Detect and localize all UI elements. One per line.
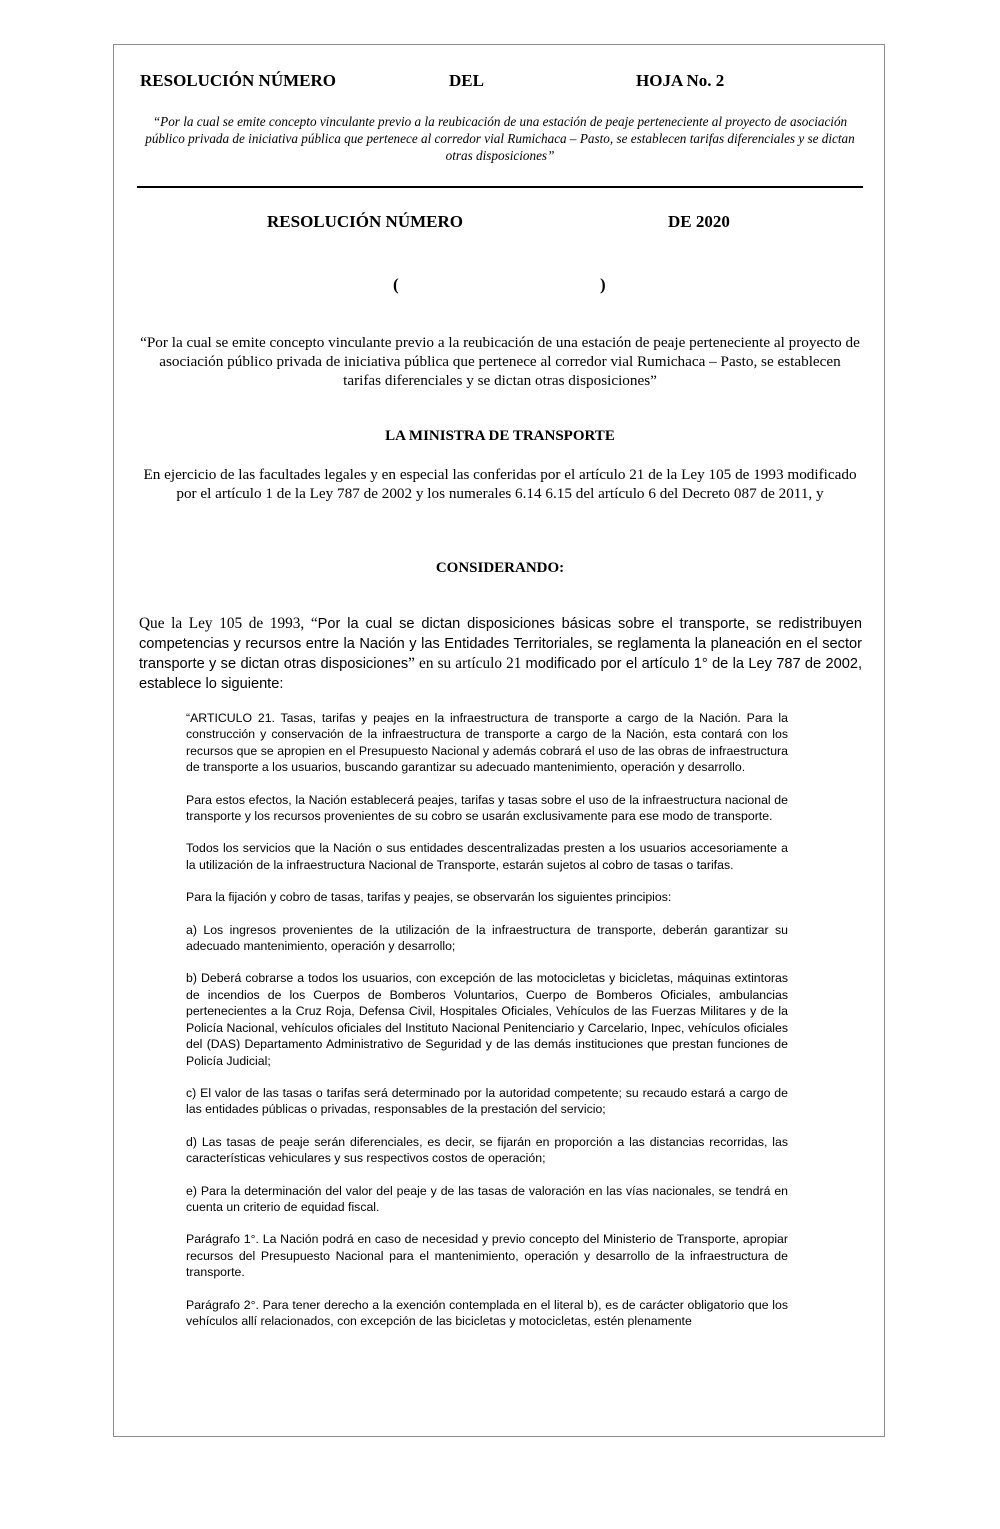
intro-law-title: Por la cual se dictan disposiciones básicas sobre el transporte, se redistribuyen competencias y recursos entre la Nación y las Entidades Territoriales, se reglamenta la planeación en el sector transporte y se dictan otras disposiciones [139,616,863,672]
quote-paragraph: Para estos efectos, la Nación establecerá peajes, tarifas y tasas sobre el uso de la infraestructura nacional de transporte y los recursos provenientes de su cobro se usarán exclusivamente para ese modo de transporte. [186,792,788,824]
intro-part-4: modificado por el artículo 1° de la Ley 787 de 2002, establece lo siguiente: [139,656,862,692]
intro-part-3: ” en su artículo 21 [408,655,526,672]
considerando-heading: CONSIDERANDO: [435,560,565,576]
quote-paragraph: c) El valor de las tasas o tarifas será determinado por la autoridad competente; su recaudo estará a cargo de las entidades públicas o privadas, responsables de la prestación del servicio; [186,1085,788,1117]
article-21-quote [186,710,788,1345]
quote-paragraph: a) Los ingresos provenientes de la utilización de la infraestructura de transporte, deberán garantizar su adecuado mantenimiento, operación y desarrollo; [186,922,788,954]
resolution-subtitle: “Por la cual se emite concepto vinculante previo a la reubicación de una estación de peaje perteneciente al proyecto de asociación público privada de iniciativa pública que pertenece al corredor vial Rumichaca – Pasto, se establecen tarifas diferenciales y se dictan otras disposiciones” [140,334,860,389]
quote-paragraph: Para la fijación y cobro de tasas, tarifas y peajes, se observarán los siguientes principios: [186,890,672,905]
header-subtitle: “Por la cual se emite concepto vinculante previo a la reubicación de una estación de peaje perteneciente al proyecto de asociación público privada de iniciativa pública que pertenece al corredor vial Rumichaca – Pasto, se establecen tarifas diferenciales y se dictan otras disposiciones” [145,114,855,163]
quote-paragraph: e) Para la determinación del valor del peaje y de las tasas de valoración en las vías nacionales, se tendrá en cuenta un criterio de equidad fiscal. [186,1183,788,1214]
header-hoja: HOJA No. 2 [636,71,725,90]
quote-paragraph: “ARTICULO 21. Tasas, tarifas y peajes en la infraestructura de transporte a cargo de la Nación. Para la construcción y conservación de la infraestructura de transporte a cargo de la Nación, esta contará con los recursos que se apropien en el Presupuesto Nacional y además cobrará el uso de las obras de infraestructura de transporte a los usuarios, buscando garantizar su adecuado mantenimiento, operación y desarrollo. [186,711,788,775]
quote-paragraph: Todos los servicios que la Nación o sus entidades descentralizadas presten a los usuarios accesoriamente a la utilización de la infraestructura Nacional de Transporte, estarán sujetos al cobro de tasas o tarifas. [186,841,788,872]
legal-basis-paragraph: En ejercicio de las facultades legales y en especial las conferidas por el artículo 21 de la Ley 105 de 1993 modificado por el artículo 1 de la Ley 787 de 2002 y los numerales 6.14 6.15 del artículo 6 del Decreto 087 de 2011, y [143,466,857,502]
paren-open: ( [393,275,399,294]
header-del: DEL [449,71,484,90]
header-resolucion-numero: RESOLUCIÓN NÚMERO [140,71,336,90]
resolution-year: DE 2020 [668,212,730,231]
header-divider [137,186,863,188]
intro-part-1: Que la Ley 105 de 1993, “ [139,615,318,632]
quote-paragraph: Parágrafo 1°. La Nación podrá en caso de necesidad y previo concepto del Ministerio de Transporte, apropiar recursos del Presupuesto Nacional para el mantenimiento, operación y desarrollo de la infraestructura de transporte. [186,1232,788,1280]
quote-paragraph: d) Las tasas de peaje serán diferenciales, es decir, se fijarán en proporción a las distancias recorridas, las características vehiculares y sus respectivos costos de operación; [186,1134,788,1166]
authority-heading: LA MINISTRA DE TRANSPORTE [385,428,615,444]
paren-close: ) [600,275,606,294]
considerando-intro [139,614,862,694]
resolution-number-title: RESOLUCIÓN NÚMERO [267,212,463,231]
quote-paragraph: Parágrafo 2°. Para tener derecho a la exención contemplada en el literal b), es de carácter obligatorio que los vehículos allí relacionados, con excepción de las bicicletas y motocicletas, estén plenamente [186,1297,788,1328]
quote-paragraph: b) Deberá cobrarse a todos los usuarios, con excepción de las motocicletas y bicicletas, máquinas extintoras de incendios de los Cuerpos de Bomberos Voluntarios, Cuerpo de Bomberos Oficiales, ambulancias pertenecientes a la Cruz Roja, Defensa Civil, Hospitales Oficiales, Vehículos de las Fuerzas Militares y de la Policía Nacional, vehículos oficiales del Instituto Nacional Penitenciario y Carcelario, Inpec, vehículos oficiales del (DAS) Departamento Administrativo de Seguridad y de las demás instituciones que prestan funciones de Policía Judicial; [186,971,788,1068]
